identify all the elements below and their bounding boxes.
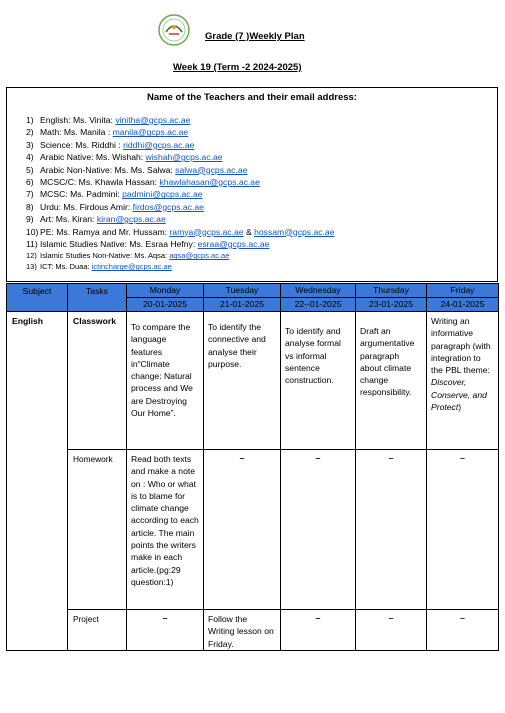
- teacher-email-link[interactable]: firdos@gcps.ac.ae: [132, 201, 204, 212]
- teachers-heading: Name of the Teachers and their email address:: [147, 92, 357, 103]
- teacher-line: [26, 114, 335, 126]
- teacher-name: MCSC/C: Ms. Khawla Hassan:: [40, 176, 160, 187]
- teacher-line: [26, 151, 335, 163]
- teacher-number: 4): [26, 152, 34, 163]
- homework-friday: –: [427, 450, 499, 610]
- teacher-email-link[interactable]: riddhi@gcps.ac.ae: [123, 139, 195, 150]
- task-classwork: Classwork: [68, 312, 127, 450]
- project-thursday: –: [356, 610, 427, 651]
- teacher-number: 13): [26, 262, 37, 272]
- task-project: Project: [68, 610, 127, 651]
- teacher-email-link[interactable]: khawlahasan@gcps.ac.ae: [159, 176, 260, 187]
- teacher-email-link[interactable]: ictincharge@gcps.ac.ae: [91, 262, 172, 272]
- week-heading: Week 19 (Term -2 2024-2025): [173, 62, 302, 73]
- homework-tuesday: –: [204, 450, 281, 610]
- teacher-line: [26, 188, 335, 200]
- teacher-name: Islamic Studies Non-Native: Ms. Aqsa:: [40, 251, 170, 261]
- email-joiner: &: [243, 226, 255, 237]
- teacher-email-link[interactable]: manila@gcps.ac.ae: [112, 127, 189, 138]
- teacher-email-link[interactable]: padmini@gcps.ac.ae: [122, 189, 203, 200]
- teacher-line: [26, 261, 335, 272]
- teacher-email-link[interactable]: kiran@gcps.ac.ae: [96, 214, 166, 225]
- teachers-box: [6, 87, 498, 282]
- teacher-name: English: Ms. Vinita:: [40, 115, 116, 125]
- classwork-thursday: Draft an argumentative paragraph about climate change responsibility.: [356, 312, 427, 450]
- teacher-line: [26, 250, 335, 261]
- teacher-line: [26, 213, 335, 225]
- day-header-wednesday: Wednesday 22--01-2025: [281, 284, 356, 312]
- teacher-number: 2): [26, 127, 34, 138]
- day-header-thursday: Thursday 23-01-2025: [356, 284, 427, 312]
- subject-english: English: [7, 312, 68, 651]
- project-monday: –: [127, 610, 204, 651]
- teacher-email-link[interactable]: esraa@gcps.ac.ae: [197, 238, 270, 249]
- teacher-name: Urdu: Ms. Firdous Amir:: [40, 201, 133, 212]
- teacher-name: Arabic Non-Native: Ms. Ms. Salwa:: [40, 164, 176, 175]
- teacher-number: 10): [26, 226, 39, 237]
- teacher-number: 3): [26, 139, 34, 150]
- teacher-name: Art: Ms. Kiran:: [40, 214, 97, 225]
- homework-wednesday: –: [281, 450, 356, 610]
- teacher-number: 6): [26, 176, 34, 187]
- teacher-email-link[interactable]: aqsa@gcps.ac.ae: [169, 251, 230, 261]
- project-tuesday: Follow the Writing lesson on Friday.: [204, 610, 281, 651]
- teacher-email-link[interactable]: vinitha@gcps.ac.ae: [115, 115, 191, 125]
- teacher-line: [26, 164, 335, 176]
- teacher-line: [26, 139, 335, 151]
- teacher-name: Arabic Native: Ms. Wishah:: [40, 152, 146, 163]
- col-subject-header: Subject: [7, 284, 68, 312]
- teacher-number: 8): [26, 201, 34, 212]
- day-header-friday: Friday 24-01-2025: [427, 284, 499, 312]
- day-header-tuesday: Tuesday 21-01-2025: [204, 284, 281, 312]
- teacher-email-link[interactable]: ramya@gcps.ac.ae: [169, 226, 244, 237]
- project-wednesday: –: [281, 610, 356, 651]
- teacher-number: 11): [26, 238, 38, 249]
- classwork-monday: To compare the language features in“Climate change: Natural process and We are Destroying Our Home”.: [127, 312, 204, 450]
- col-tasks-header: Tasks: [68, 284, 127, 312]
- classwork-wednesday: To identify and analyse formal vs informal sentence construction.: [281, 312, 356, 450]
- classwork-tuesday: To identify the connective and analyse their purpose.: [204, 312, 281, 450]
- classwork-friday: Writing an informative paragraph (with integration to the PBL theme: Discover, Conserve, and Protect): [427, 312, 499, 450]
- teacher-name: ICT: Ms. Duaa:: [40, 262, 92, 272]
- teacher-name: Islamic Studies Native: Ms. Esraa Hefny:: [40, 238, 198, 249]
- teacher-number: 5): [26, 164, 34, 175]
- teacher-name: PE: Ms. Ramya and Mr. Hussam:: [40, 226, 170, 237]
- teacher-name: MCSC: Ms. Padmini:: [40, 189, 123, 200]
- teacher-line: [26, 176, 335, 188]
- day-header-monday: Monday 20-01-2025: [127, 284, 204, 312]
- teacher-number: 12): [26, 251, 37, 261]
- homework-thursday: –: [356, 450, 427, 610]
- teacher-email-link[interactable]: salwa@gcps.ac.ae: [175, 164, 248, 175]
- teacher-name: Science: Ms. Riddhi :: [40, 139, 124, 150]
- teacher-email-link-2[interactable]: hossam@gcps.ac.ae: [254, 226, 335, 237]
- teacher-line: [26, 226, 335, 238]
- weekly-plan-table: [6, 283, 499, 651]
- school-logo: [152, 12, 196, 48]
- teacher-number: 7): [26, 189, 34, 200]
- teacher-line: [26, 238, 335, 250]
- teacher-name: Math: Ms. Manila :: [40, 127, 113, 138]
- page-title: Grade (7 )Weekly Plan: [205, 31, 305, 42]
- teacher-line: [26, 126, 335, 138]
- homework-monday: Read both texts and make a note on : Who or what is to blame for climate change according to each article. The main points the writers make in each article.(pg:29 question:1): [127, 450, 204, 610]
- teachers-list: [26, 114, 335, 272]
- task-homework: Homework: [68, 450, 127, 610]
- teacher-email-link[interactable]: wishah@gcps.ac.ae: [145, 152, 223, 163]
- teacher-number: 9): [26, 214, 34, 225]
- teacher-line: [26, 201, 335, 213]
- teacher-number: 1): [26, 115, 34, 125]
- project-friday: –: [427, 610, 499, 651]
